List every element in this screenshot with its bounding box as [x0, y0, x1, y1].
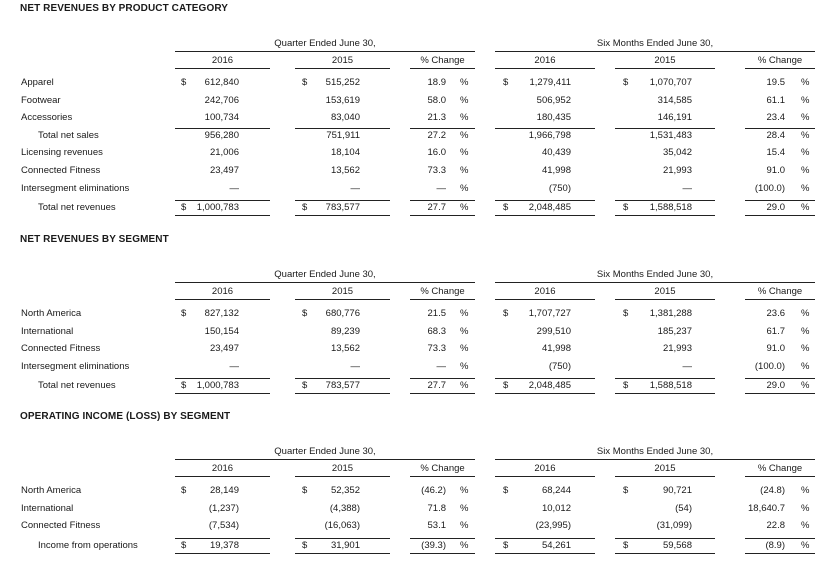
year-2015-s: 2015	[654, 55, 676, 66]
dollar-sign: $	[623, 380, 629, 392]
section-title: NET REVENUES BY PRODUCT CATEGORY	[20, 3, 229, 14]
percent-sign: %	[801, 147, 810, 159]
column-header-underline	[295, 476, 390, 477]
section-title: OPERATING INCOME (LOSS) BY SEGMENT	[20, 411, 231, 422]
total-rule	[615, 393, 715, 394]
subtotal-rule	[410, 128, 475, 129]
percent-sign: %	[460, 182, 469, 194]
value-s-2015: 1,381,288	[649, 308, 692, 319]
total-rule	[175, 393, 270, 394]
column-header-underline	[745, 68, 815, 69]
subtotal-rule	[495, 200, 595, 201]
subtotal-rule	[175, 128, 270, 129]
value-s-2015: 59,568	[662, 539, 692, 551]
dollar-sign: $	[623, 77, 629, 88]
pct-change-s-value: 28.4	[766, 129, 785, 141]
value-s-2015: 146,191	[657, 112, 692, 124]
value-q-2016: 242,706	[204, 94, 239, 106]
dollar-sign: $	[623, 202, 629, 214]
percent-sign: %	[460, 520, 469, 532]
percent-sign: %	[460, 129, 469, 141]
dollar-sign: $	[503, 380, 509, 392]
total-rule	[410, 553, 475, 554]
pct-change-q-value: 27.2	[427, 129, 446, 141]
value-q-2015: 83,040	[330, 112, 360, 124]
value-s-2016: 180,435	[536, 112, 571, 124]
value-q-2015: 89,239	[330, 325, 360, 337]
pct-change-s-value: 15.4	[766, 147, 785, 159]
dollar-sign: $	[302, 77, 308, 88]
value-s-2015: 185,237	[657, 325, 692, 337]
pct-change-s: % Change	[757, 55, 803, 66]
subtotal-rule	[175, 378, 270, 379]
row-label: Connected Fitness	[21, 343, 101, 355]
value-s-2016: 1,279,411	[529, 77, 571, 88]
column-header-underline	[295, 68, 390, 69]
value-s-2015: 314,585	[657, 94, 692, 106]
value-q-2015: 153,619	[325, 94, 360, 106]
subtotal-rule	[745, 200, 815, 201]
dollar-sign: $	[181, 539, 187, 551]
value-q-2016: 23,497	[209, 343, 239, 355]
period-header-quarter: Quarter Ended June 30,	[274, 269, 376, 280]
value-s-2016: (23,995)	[535, 520, 571, 532]
period-header-six-months: Six Months Ended June 30,	[596, 269, 714, 280]
row-label: North America	[21, 485, 82, 496]
dollar-sign: $	[302, 485, 308, 496]
pct-change-s-value: (8.9)	[765, 539, 785, 551]
row-label: Footwear	[21, 94, 61, 106]
row-label: Income from operations	[38, 539, 138, 551]
percent-sign: %	[801, 165, 810, 176]
value-s-2016: 1,707,727	[528, 308, 571, 319]
row-label: Accessories	[21, 112, 73, 124]
value-q-2016: 23,497	[209, 165, 239, 176]
pct-change-s-value: 23.6	[766, 308, 785, 319]
column-header-underline	[745, 299, 815, 300]
percent-sign: %	[460, 380, 469, 392]
total-rule	[615, 215, 715, 216]
row-label: Intersegment eliminations	[21, 360, 130, 372]
value-q-2015: 18,104	[330, 147, 360, 159]
percent-sign: %	[460, 308, 469, 319]
value-s-2016: 299,510	[536, 325, 571, 337]
row-label: International	[21, 325, 74, 337]
value-q-2015: 680,776	[325, 308, 360, 319]
subtotal-rule	[175, 538, 270, 539]
pct-change-s-value: 61.7	[766, 325, 785, 337]
value-s-2015: —	[682, 182, 692, 194]
total-rule	[175, 215, 270, 216]
value-q-2016: 827,132	[204, 308, 239, 319]
value-s-2015: 1,070,707	[649, 77, 692, 88]
value-q-2015: 515,252	[325, 77, 360, 88]
pct-change-s-value: 61.1	[766, 94, 785, 106]
value-q-2015: —	[350, 360, 360, 372]
subtotal-rule	[175, 200, 270, 201]
percent-sign: %	[801, 502, 810, 514]
value-q-2015: 751,911	[326, 129, 360, 141]
row-label: Total net revenues	[38, 380, 116, 392]
pct-change-s-value: 18,640.7	[748, 502, 785, 514]
pct-change-q-value: 27.7	[427, 380, 446, 392]
column-header-underline	[410, 476, 475, 477]
value-q-2016: 28,149	[209, 485, 239, 496]
value-s-2015: 90,721	[662, 485, 692, 496]
percent-sign: %	[801, 539, 810, 551]
year-2015-s: 2015	[654, 286, 676, 297]
value-q-2016: (7,534)	[208, 520, 239, 532]
percent-sign: %	[801, 112, 810, 124]
subtotal-rule	[410, 378, 475, 379]
percent-sign: %	[801, 325, 810, 337]
row-label: North America	[21, 308, 82, 319]
value-s-2016: 40,439	[541, 147, 571, 159]
percent-sign: %	[460, 112, 469, 124]
pct-change-q: % Change	[420, 55, 465, 66]
period-header-quarter: Quarter Ended June 30,	[274, 38, 376, 49]
value-s-2016: 2,048,485	[528, 380, 571, 392]
subtotal-rule	[295, 128, 390, 129]
pct-change-q-value: 73.3	[427, 343, 446, 355]
year-2015-q: 2015	[331, 55, 354, 66]
pct-change-q: % Change	[420, 463, 465, 474]
pct-change-s-value: 23.4	[766, 112, 785, 124]
total-rule	[410, 393, 475, 394]
year-2016-s: 2016	[534, 55, 556, 66]
pct-change-s-value: (100.0)	[754, 182, 785, 194]
row-label: Intersegment eliminations	[21, 182, 130, 194]
column-header-underline	[410, 68, 475, 69]
pct-change-q-value: 68.3	[427, 325, 446, 337]
column-header-underline	[495, 476, 595, 477]
value-q-2016: 19,378	[209, 539, 239, 551]
dollar-sign: $	[503, 77, 509, 88]
row-label: Total net revenues	[38, 202, 116, 214]
pct-change-s-value: 29.0	[766, 202, 785, 214]
value-q-2015: (16,063)	[324, 520, 360, 532]
percent-sign: %	[801, 129, 810, 141]
subtotal-rule	[615, 128, 715, 129]
value-q-2016: 150,154	[204, 325, 239, 337]
value-s-2015: 1,588,518	[649, 380, 692, 392]
percent-sign: %	[801, 360, 810, 372]
value-s-2016: (750)	[548, 360, 571, 372]
subtotal-rule	[495, 128, 595, 129]
percent-sign: %	[801, 485, 810, 496]
pct-change-s-value: 29.0	[766, 380, 785, 392]
value-q-2016: 100,734	[204, 112, 239, 124]
percent-sign: %	[801, 380, 810, 392]
row-label: International	[21, 502, 74, 514]
period-header-six-months: Six Months Ended June 30,	[596, 446, 714, 457]
value-s-2016: 506,952	[536, 94, 571, 106]
pct-change-s-value: 19.5	[766, 77, 785, 88]
value-q-2016: 21,006	[209, 147, 239, 159]
total-rule	[495, 393, 595, 394]
subtotal-rule	[615, 200, 715, 201]
value-q-2015: 783,577	[325, 380, 360, 392]
value-s-2015: 21,993	[662, 165, 692, 176]
dollar-sign: $	[181, 308, 187, 319]
percent-sign: %	[460, 343, 469, 355]
value-s-2015: 21,993	[662, 343, 692, 355]
period-underline-six-months	[495, 282, 815, 283]
percent-sign: %	[460, 165, 469, 176]
column-header-underline	[410, 299, 475, 300]
period-underline-quarter	[175, 51, 475, 52]
total-rule	[295, 215, 390, 216]
pct-change-q-value: 53.1	[427, 520, 446, 532]
period-header-six-months: Six Months Ended June 30,	[596, 38, 714, 49]
value-q-2015: 13,562	[330, 343, 360, 355]
subtotal-rule	[495, 538, 595, 539]
pct-change-q-value: 16.0	[427, 147, 446, 159]
dollar-sign: $	[302, 202, 308, 214]
percent-sign: %	[460, 485, 469, 496]
pct-change-q-value: 21.3	[427, 112, 446, 124]
percent-sign: %	[460, 94, 469, 106]
dollar-sign: $	[503, 202, 509, 214]
pct-change-q-value: (46.2)	[421, 485, 446, 496]
period-underline-quarter	[175, 282, 475, 283]
pct-change-s: % Change	[757, 286, 803, 297]
value-s-2016: (750)	[548, 182, 571, 194]
value-s-2016: 54,261	[541, 539, 571, 551]
column-header-underline	[495, 68, 595, 69]
total-rule	[410, 215, 475, 216]
value-s-2016: 41,998	[541, 343, 571, 355]
value-s-2015: (31,099)	[656, 520, 692, 532]
row-label: Connected Fitness	[21, 165, 101, 176]
subtotal-rule	[410, 200, 475, 201]
year-2015-q: 2015	[331, 463, 354, 474]
subtotal-rule	[495, 378, 595, 379]
pct-change-q-value: (39.3)	[421, 539, 446, 551]
value-s-2016: 41,998	[541, 165, 571, 176]
dollar-sign: $	[302, 380, 308, 392]
dollar-sign: $	[503, 539, 509, 551]
year-2016-s: 2016	[534, 286, 556, 297]
value-s-2016: 10,012	[541, 502, 571, 514]
total-rule	[745, 393, 815, 394]
total-rule	[495, 553, 595, 554]
dollar-sign: $	[503, 485, 509, 496]
subtotal-rule	[615, 538, 715, 539]
percent-sign: %	[460, 360, 469, 372]
pct-change-q-value: —	[436, 360, 446, 372]
dollar-sign: $	[181, 380, 187, 392]
percent-sign: %	[460, 539, 469, 551]
column-header-underline	[615, 476, 715, 477]
value-q-2015: 783,577	[325, 202, 360, 214]
pct-change-q: % Change	[420, 286, 465, 297]
value-s-2015: 1,588,518	[649, 202, 692, 214]
value-s-2016: 2,048,485	[528, 202, 571, 214]
row-label: Licensing revenues	[21, 147, 103, 159]
pct-change-q-value: 58.0	[427, 94, 446, 106]
year-2016-s: 2016	[534, 463, 556, 474]
year-2016-q: 2016	[211, 463, 234, 474]
subtotal-rule	[745, 378, 815, 379]
value-s-2015: —	[682, 360, 692, 372]
total-rule	[745, 553, 815, 554]
dollar-sign: $	[623, 308, 629, 319]
subtotal-rule	[295, 378, 390, 379]
value-q-2016: —	[229, 182, 239, 194]
value-q-2015: —	[350, 182, 360, 194]
column-header-underline	[495, 299, 595, 300]
period-header-quarter: Quarter Ended June 30,	[274, 446, 376, 457]
percent-sign: %	[801, 343, 810, 355]
percent-sign: %	[801, 182, 810, 194]
pct-change-q-value: —	[436, 182, 446, 194]
value-q-2015: 31,901	[330, 539, 360, 551]
column-header-underline	[615, 68, 715, 69]
column-header-underline	[175, 299, 270, 300]
subtotal-rule	[615, 378, 715, 379]
percent-sign: %	[460, 202, 469, 214]
row-label: Apparel	[21, 77, 54, 88]
pct-change-s-value: 91.0	[766, 343, 785, 355]
percent-sign: %	[801, 94, 810, 106]
pct-change-q-value: 73.3	[427, 165, 446, 176]
value-s-2015: (54)	[675, 502, 692, 514]
value-q-2016: 1,000,783	[196, 380, 239, 392]
pct-change-q-value: 71.8	[427, 502, 446, 514]
value-q-2015: 13,562	[330, 165, 360, 176]
column-header-underline	[175, 476, 270, 477]
pct-change-s-value: (24.8)	[760, 485, 785, 496]
dollar-sign: $	[302, 308, 308, 319]
total-rule	[615, 553, 715, 554]
row-label: Total net sales	[38, 129, 99, 141]
value-q-2016: (1,237)	[208, 502, 239, 514]
period-underline-quarter	[175, 459, 475, 460]
value-q-2015: (4,388)	[329, 502, 360, 514]
value-q-2016: 1,000,783	[196, 202, 239, 214]
value-s-2016: 68,244	[541, 485, 571, 496]
subtotal-rule	[295, 200, 390, 201]
total-rule	[295, 393, 390, 394]
pct-change-s-value: 91.0	[766, 165, 785, 176]
year-2015-q: 2015	[331, 286, 354, 297]
percent-sign: %	[801, 77, 810, 88]
percent-sign: %	[801, 520, 810, 532]
pct-change-s: % Change	[757, 463, 803, 474]
period-underline-six-months	[495, 51, 815, 52]
column-header-underline	[745, 476, 815, 477]
column-header-underline	[175, 68, 270, 69]
period-underline-six-months	[495, 459, 815, 460]
percent-sign: %	[460, 325, 469, 337]
dollar-sign: $	[623, 485, 629, 496]
total-rule	[745, 215, 815, 216]
subtotal-rule	[745, 128, 815, 129]
value-s-2015: 35,042	[662, 147, 692, 159]
column-header-underline	[615, 299, 715, 300]
value-s-2016: 1,966,798	[528, 129, 571, 141]
value-q-2016: —	[229, 360, 239, 372]
percent-sign: %	[460, 77, 469, 88]
subtotal-rule	[745, 538, 815, 539]
total-rule	[495, 215, 595, 216]
row-label: Connected Fitness	[21, 520, 101, 532]
dollar-sign: $	[623, 539, 629, 551]
year-2016-q: 2016	[211, 286, 234, 297]
column-header-underline	[295, 299, 390, 300]
pct-change-q-value: 21.5	[427, 308, 446, 319]
value-q-2015: 52,352	[330, 485, 360, 496]
pct-change-s-value: (100.0)	[754, 360, 785, 372]
dollar-sign: $	[302, 539, 308, 551]
dollar-sign: $	[181, 77, 187, 88]
subtotal-rule	[295, 538, 390, 539]
percent-sign: %	[460, 502, 469, 514]
percent-sign: %	[460, 147, 469, 159]
value-q-2016: 612,840	[204, 77, 239, 88]
section-title: NET REVENUES BY SEGMENT	[20, 234, 169, 245]
percent-sign: %	[801, 308, 810, 319]
percent-sign: %	[801, 202, 810, 214]
year-2015-s: 2015	[654, 463, 676, 474]
pct-change-q-value: 18.9	[427, 77, 446, 88]
subtotal-rule	[410, 538, 475, 539]
pct-change-q-value: 27.7	[427, 202, 446, 214]
total-rule	[175, 553, 270, 554]
value-q-2016: 956,280	[204, 129, 239, 141]
year-2016-q: 2016	[211, 55, 234, 66]
dollar-sign: $	[181, 202, 187, 214]
dollar-sign: $	[181, 485, 187, 496]
pct-change-s-value: 22.8	[766, 520, 785, 532]
dollar-sign: $	[503, 308, 509, 319]
value-s-2015: 1,531,483	[649, 129, 692, 141]
total-rule	[295, 553, 390, 554]
